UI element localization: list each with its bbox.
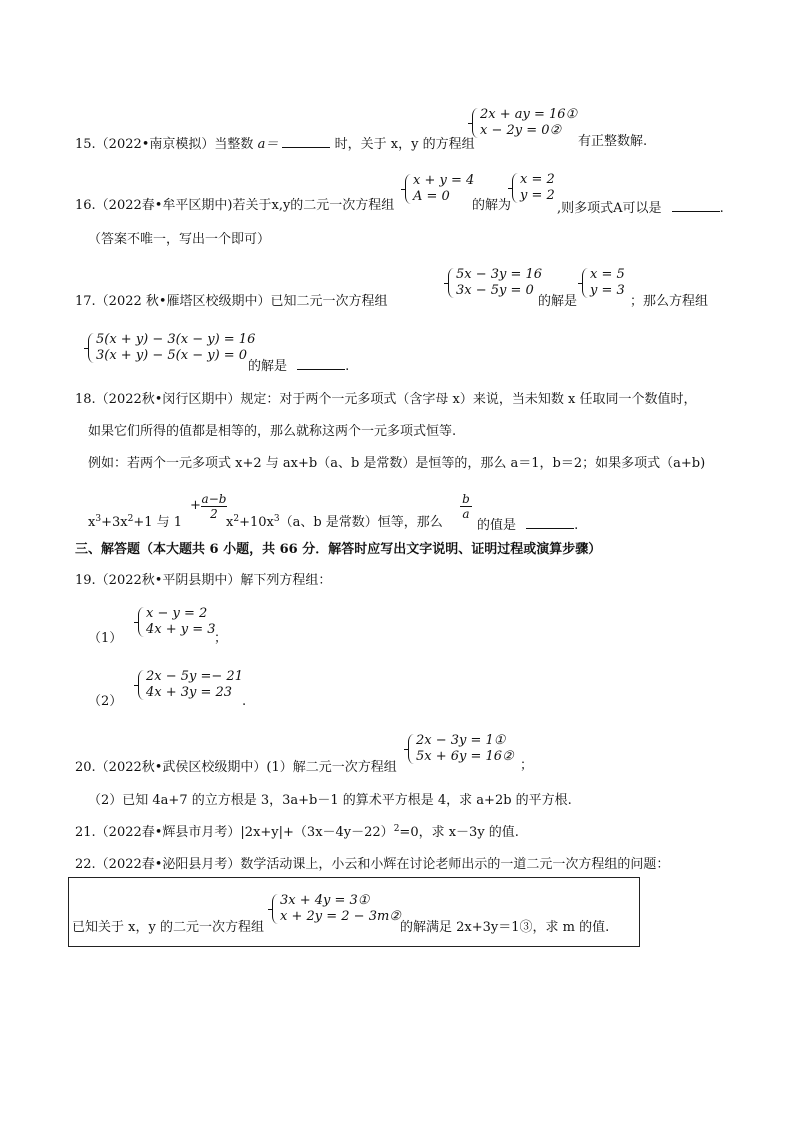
q16-note: （答案不唯一，写出一个即可） — [88, 232, 271, 247]
q17-answer-blank[interactable] — [297, 356, 345, 370]
q15-tail: 有正整数解. — [578, 134, 648, 149]
q22-box-tail: 的解满足 2x+3y＝1③，求 m 的值. — [400, 920, 610, 935]
q15-answer-blank[interactable] — [282, 134, 330, 148]
q19-part1-label: （1） — [88, 631, 123, 646]
q17-equation-system: 5x − 3y = 16 3x − 5y = 0 — [448, 267, 542, 299]
q22-equation-system: 3x + 4y = 3① x + 2y = 2 − 3m② — [272, 893, 401, 925]
q22-text: 22.（2022春•泌阳县月考）数学活动课上，小云和小辉在讨论老师出示的一道二元一次方程组的问题： — [75, 857, 670, 872]
q19-part2-system: 2x − 5y =− 21 4x + 3y = 23 — [138, 669, 243, 701]
q17-tail2: 的解是 . — [248, 356, 349, 375]
q19-part1-system: x − y = 2 4x + y = 3 — [138, 606, 216, 638]
q16-equation-system: x + y = 4 A = 0 — [405, 173, 474, 205]
q21-text: 21.（2022春•辉县市月考）$|2x+y|+(3x-4y-22)^2=0$，求 x－3y 的值. — [75, 824, 519, 840]
q19-text: 19.（2022秋•平阴县期中）解下列方程组： — [75, 573, 332, 588]
section3-title: 三、解答题（本大题共 6 小题，共 66 分．解答时应写出文字说明、证明过程或演算步骤） — [75, 542, 602, 557]
q17-tail: ；那么方程组 — [630, 294, 709, 309]
q20-end: ； — [520, 758, 534, 773]
q19-part1-end: ； — [214, 631, 228, 646]
q16-solution-system: x = 2 y = 2 — [512, 172, 555, 204]
q18-line4-rest: $x^2+10x^3(a$、b 是常数）恒等，那么 — [226, 514, 443, 530]
q16-text: 16.（2022春•牟平区期中)若关于x,y的二元一次方程组 — [75, 198, 395, 213]
q17-mid: 的解是 — [538, 294, 578, 309]
q18-line4: $x^3+3x^2+1$ 与 1 — [88, 514, 183, 530]
q17-solution-system: x = 5 y = 3 — [582, 267, 625, 299]
q18-fraction-b-over-a: b a — [460, 492, 472, 521]
q15-equation-system: 2x + ay = 16① x − 2y = 0② — [472, 107, 577, 139]
q20-equation-system: 2x − 3y = 1① 5x + 6y = 16② — [408, 733, 514, 765]
q17-second-system: 5(x + y) − 3(x − y) = 16 3(x + y) − 5(x − y) = 0 — [88, 332, 255, 364]
q20-text: 20.（2022秋•武侯区校级期中）(1）解二元一次方程组 — [75, 760, 397, 775]
q20-part2: （2）已知 4a+7 的立方根是 3，3a+b－1 的算术平方根是 4，求 a+2b 的平方根. — [88, 793, 572, 808]
q18-answer-blank[interactable] — [526, 515, 574, 529]
q16-answer-blank[interactable] — [672, 198, 720, 212]
q17-text: 17.（2022 秋•雁塔区校级期中）已知二元一次方程组 — [75, 294, 388, 309]
q19-part2-label: （2） — [88, 694, 123, 709]
q19-part2-end: . — [242, 694, 247, 709]
q16-tail: ,则多项式A可以是 . — [557, 198, 724, 217]
q18-tail: 的值是 . — [477, 515, 578, 534]
q15-text: 15.（2022•南京模拟）当整数 a＝ 时，关于 x，y 的方程组 — [75, 134, 475, 153]
q18-line1: 18.（2022秋•闵行区期中）规定：对于两个一元多项式（含字母 x）来说，当未知数 x 任取同一个数值时， — [75, 392, 697, 407]
q18-line3: 例如：若两个一元多项式 x+2 与 ax+b（a、b 是常数）是恒等的，那么 a＝1，b＝2；如果多项式（a+b) — [88, 456, 706, 471]
q22-box-prefix: 已知关于 x，y 的二元一次方程组 — [72, 920, 264, 935]
q16-mid: 的解为 — [472, 198, 512, 213]
q18-plus: + — [190, 498, 201, 513]
q18-line2: 如果它们所得的值都是相等的，那么就称这两个一元多项式恒等. — [88, 424, 457, 439]
q18-fraction: a−b 2 — [201, 492, 227, 521]
